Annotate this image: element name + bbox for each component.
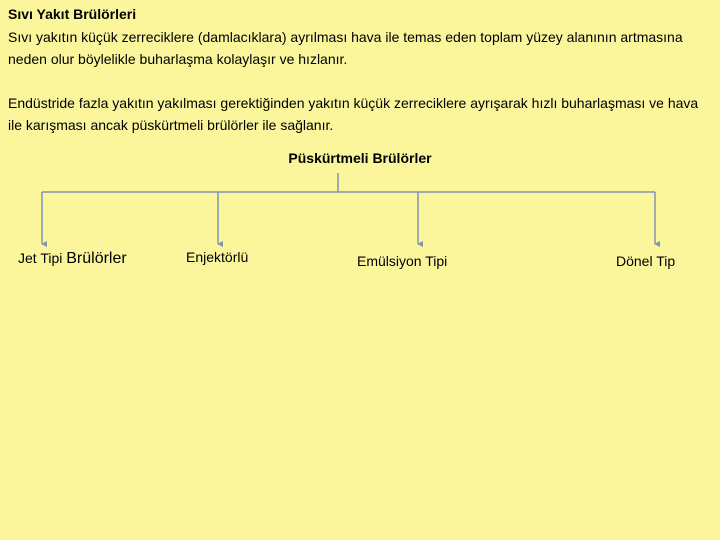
leaf-jet-prefix: Jet Tipi (18, 250, 67, 266)
leaf-donel-tip: Dönel Tip (616, 253, 676, 269)
industry-paragraph: Endüstride fazla yakıtın yakılması gerektiğinden yakıtın küçük zerreciklere ayrışarak hızlı buharlaşması ve hava ile karışması ancak püskürtmeli brülörler ile sağlanır. (8, 95, 699, 133)
leaf-enjektorlu: Enjektörlü (186, 249, 249, 265)
tree-root-label: Püskürtmeli Brülörler (288, 150, 432, 166)
page-title: Sıvı Yakıt Brülörleri (8, 6, 137, 22)
leaf-jet-tipi (18, 250, 127, 268)
leaf-jet-suffix: Brülörler (66, 250, 127, 267)
intro-paragraph: Sıvı yakıtın küçük zerreciklere (damlacıklara) ayrılması hava ile temas eden toplam yüzey alanının artmasına neden olur böylelikle buharlaşma kolaylaşır ve hızlanır. (8, 29, 683, 67)
leaf-emulsiyon-tipi: Emülsiyon Tipi (357, 253, 448, 269)
